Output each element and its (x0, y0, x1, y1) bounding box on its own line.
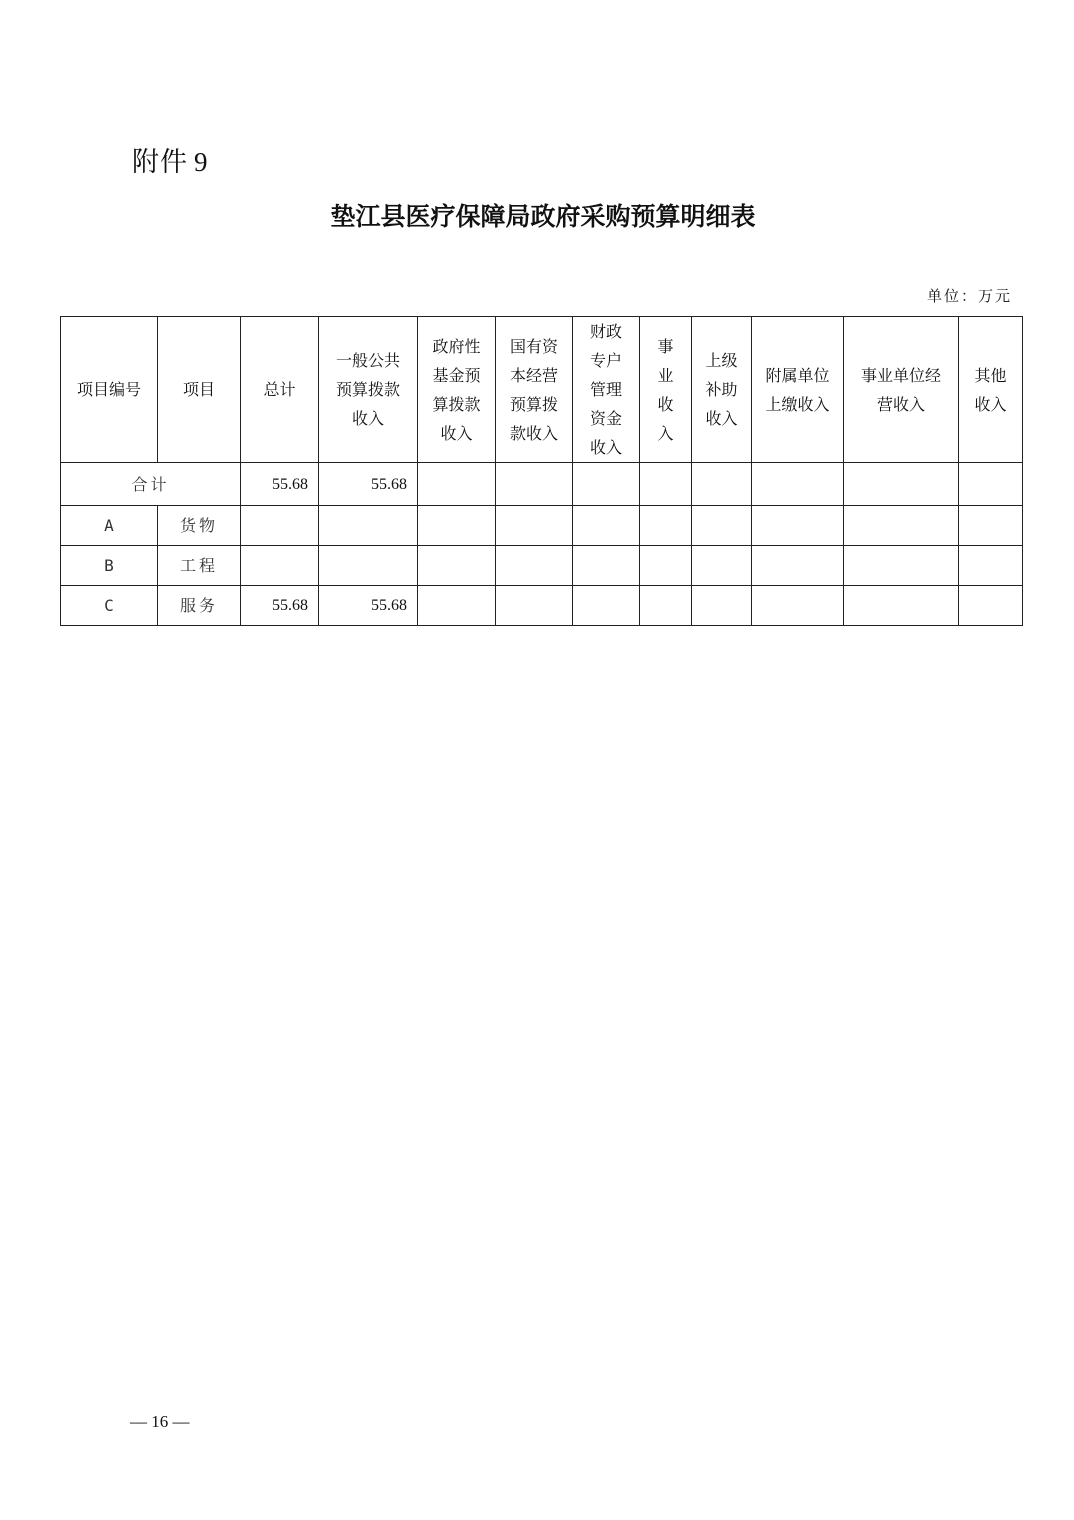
table-cell (640, 586, 692, 626)
row-item: 工程 (158, 546, 241, 586)
header-row (61, 317, 1023, 463)
total-sum: 55.68 (241, 463, 319, 506)
table-cell (640, 546, 692, 586)
table-cell (692, 546, 752, 586)
table-row (61, 506, 1023, 546)
table-cell (752, 506, 844, 546)
row-general-budget (319, 506, 418, 546)
table-cell (573, 506, 640, 546)
row-total (241, 506, 319, 546)
row-code: C (61, 586, 158, 626)
table-cell (844, 506, 959, 546)
unit-label: 单位：万元 (926, 287, 1012, 305)
table-cell (640, 506, 692, 546)
table-cell (752, 546, 844, 586)
table-cell (573, 463, 640, 506)
table-cell (418, 463, 496, 506)
page-number: — 16 — (130, 1412, 190, 1431)
attachment-label (132, 140, 219, 179)
row-general-budget (319, 546, 418, 586)
row-total (241, 546, 319, 586)
table-cell (752, 463, 844, 506)
table-cell (418, 586, 496, 626)
total-general-budget: 55.68 (319, 463, 418, 506)
attachment-number: 9 (194, 147, 209, 177)
table-cell (418, 506, 496, 546)
header-cell: 其他 收入 (959, 317, 1023, 463)
header-cell: 附属单位 上缴收入 (752, 317, 844, 463)
table-cell (959, 506, 1023, 546)
header-cell: 项目 (158, 317, 241, 463)
table-cell (692, 463, 752, 506)
attachment-text: 附件 (132, 147, 188, 178)
table-cell (959, 546, 1023, 586)
table-cell (844, 546, 959, 586)
table-cell (844, 463, 959, 506)
table-cell (573, 546, 640, 586)
table-cell (496, 586, 573, 626)
table-cell (496, 506, 573, 546)
row-general-budget: 55.68 (319, 586, 418, 626)
procurement-budget-table (60, 316, 1023, 626)
row-code: B (61, 546, 158, 586)
table-row (61, 546, 1023, 586)
table-cell (959, 463, 1023, 506)
row-total: 55.68 (241, 586, 319, 626)
header-cell: 总计 (241, 317, 319, 463)
header-cell: 财政 专户 管理 资金 收入 (573, 317, 640, 463)
total-row (61, 463, 1023, 506)
table-cell (692, 586, 752, 626)
header-cell: 事业单位经 营收入 (844, 317, 959, 463)
row-item: 货物 (158, 506, 241, 546)
table-cell (418, 546, 496, 586)
header-cell: 项目编号 (61, 317, 158, 463)
table-cell (692, 506, 752, 546)
document-title: 垫江县医疗保障局政府采购预算明细表 (330, 202, 756, 231)
table-cell (573, 586, 640, 626)
header-cell: 政府性 基金预 算拨款 收入 (418, 317, 496, 463)
header-cell: 一般公共 预算拨款 收入 (319, 317, 418, 463)
table-cell (844, 586, 959, 626)
header-cell: 事 业 收 入 (640, 317, 692, 463)
row-code: A (61, 506, 158, 546)
table-cell (959, 586, 1023, 626)
header-cell: 上级 补助 收入 (692, 317, 752, 463)
header-cell: 国有资 本经营 预算拨 款收入 (496, 317, 573, 463)
table-cell (496, 546, 573, 586)
table-cell (640, 463, 692, 506)
table-cell (496, 463, 573, 506)
table-row (61, 586, 1023, 626)
row-item: 服务 (158, 586, 241, 626)
table-cell (752, 586, 844, 626)
total-label: 合计 (61, 463, 241, 506)
